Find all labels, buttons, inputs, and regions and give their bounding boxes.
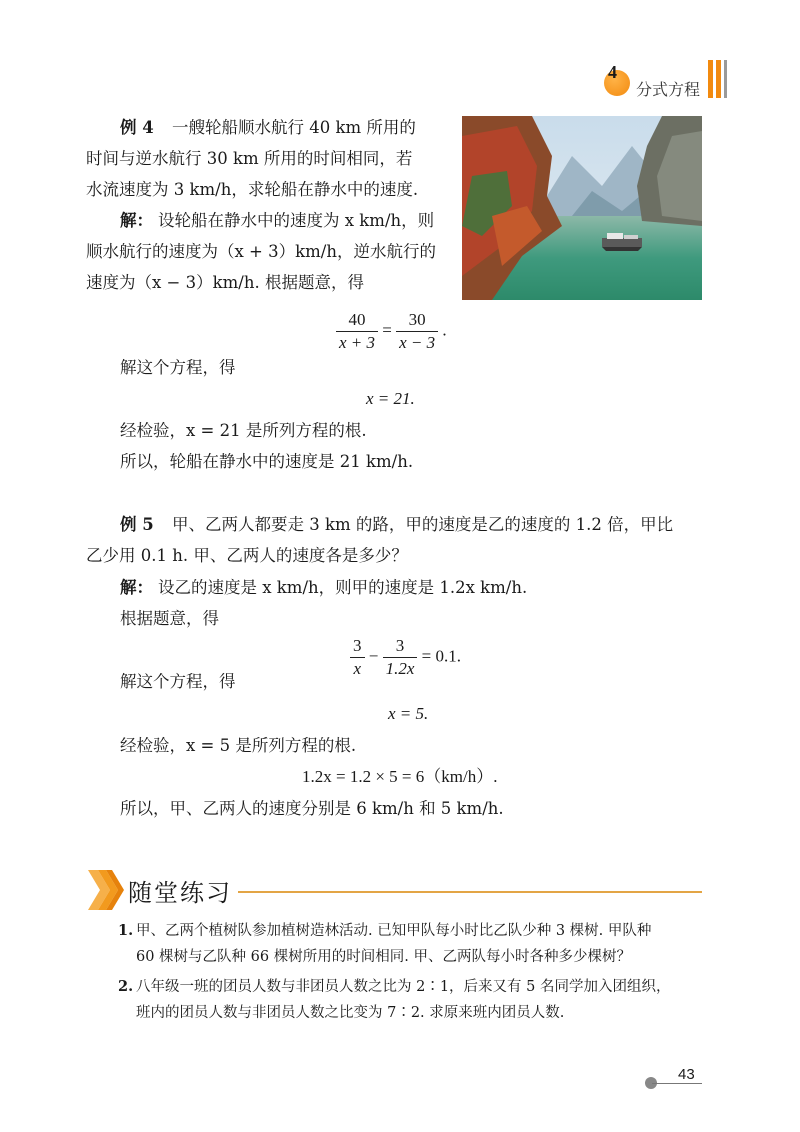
practice-item-1-line-2: 60 棵树与乙队种 66 棵树所用的时间相同. 甲、乙两队每小时各种多少棵树？: [136, 949, 631, 965]
example4-solution-label: 解：: [120, 211, 153, 230]
example4-solve-text: 解这个方程，得: [120, 358, 236, 377]
example5-line-1: 甲、乙两人都要走 3 km 的路，甲的速度是乙的速度的 1.2 倍，甲比: [172, 515, 674, 534]
header-bar-1: [708, 60, 713, 98]
practice-title: 随堂练习: [128, 879, 232, 907]
example5-b-denominator: 1.2x: [385, 659, 415, 678]
example4-left-numerator: 40: [336, 310, 378, 332]
example5-a-numerator: 3: [350, 636, 365, 658]
example5-label: 例 5: [120, 515, 154, 534]
page-footer-rule: [652, 1083, 702, 1084]
practice-item-1-number: 1.: [118, 922, 134, 939]
example5-equation: [350, 636, 461, 679]
practice-item-2-line-2: 班内的团员人数与非团员人数之比变为 7∶2. 求原来班内团员人数.: [136, 1005, 565, 1021]
example5-result: x = 5.: [388, 704, 429, 723]
example4-equation-end: .: [442, 320, 447, 340]
example5-check: 经检验，x = 5 是所列方程的根.: [120, 736, 357, 755]
example5-solution-line: 设乙的速度是 x km/h，则甲的速度是 1.2x km/h.: [158, 578, 528, 597]
practice-item-2-number: 2.: [118, 978, 134, 995]
example4-fraction-left: [336, 310, 378, 353]
chapter-number: 4: [608, 62, 617, 82]
example4-left-denominator: x + 3: [339, 333, 376, 352]
example4-solution-line-2: 顺水航行的速度为（x + 3）km/h，逆水航行的: [86, 242, 436, 261]
header-bar-3: [724, 60, 727, 98]
example5-equation-rest: = 0.1.: [421, 646, 461, 666]
practice-title-rule: [238, 891, 702, 893]
example4-solution-line-3: 速度为（x − 3）km/h. 根据题意，得: [86, 273, 364, 292]
chevron-banner-icon: [88, 866, 128, 918]
example5-basis: 根据题意，得: [120, 609, 219, 628]
example5-calculation: 1.2x = 1.2 × 5 = 6（km/h）.: [302, 767, 498, 786]
example5-fraction-b: [383, 636, 418, 679]
example5-fraction-a: [350, 636, 365, 679]
example4-label: 例 4: [120, 118, 154, 137]
example4-conclusion: 所以，轮船在静水中的速度是 21 km/h.: [120, 452, 414, 471]
example4-result: x = 21.: [366, 389, 415, 408]
example4-equals: =: [382, 320, 392, 340]
practice-item-2-line-1: 八年级一班的团员人数与非团员人数之比为 2∶1，后来又有 5 名同学加入团组织，: [136, 979, 671, 995]
example4-line-2: 时间与逆水航行 30 km 所用的时间相同，若: [86, 149, 413, 168]
example5-solution-label: 解：: [120, 578, 153, 597]
chapter-title: 分式方程: [636, 80, 701, 99]
page-number: 43: [678, 1066, 695, 1083]
example5-a-denominator: x: [353, 659, 362, 678]
example5-solve-text: 解这个方程，得: [120, 672, 236, 691]
example5-b-numerator: 3: [383, 636, 418, 658]
example5-line-2: 乙少用 0.1 h. 甲、乙两人的速度各是多少？: [86, 546, 408, 565]
example4-equation: [336, 310, 447, 353]
example5-conclusion: 所以，甲、乙两人的速度分别是 6 km/h 和 5 km/h.: [120, 799, 504, 818]
example5-minus: −: [368, 646, 379, 666]
example4-line-1: 一艘轮船顺水航行 40 km 所用的: [172, 118, 416, 137]
example4-solution-line-1: 设轮船在静水中的速度为 x km/h，则: [158, 211, 435, 230]
example4-right-denominator: x − 3: [399, 333, 436, 352]
practice-item-1-line-1: 甲、乙两个植树队参加植树造林活动. 已知甲队每小时比乙队少种 3 棵树. 甲队种: [136, 923, 652, 939]
example4-fraction-right: [396, 310, 438, 353]
example4-right-numerator: 30: [396, 310, 438, 332]
header-bar-2: [716, 60, 721, 98]
example4-line-3: 水流速度为 3 km/h，求轮船在静水中的速度.: [86, 180, 419, 199]
example4-check: 经检验，x = 21 是所列方程的根.: [120, 421, 367, 440]
river-gorge-photo: [462, 116, 702, 300]
